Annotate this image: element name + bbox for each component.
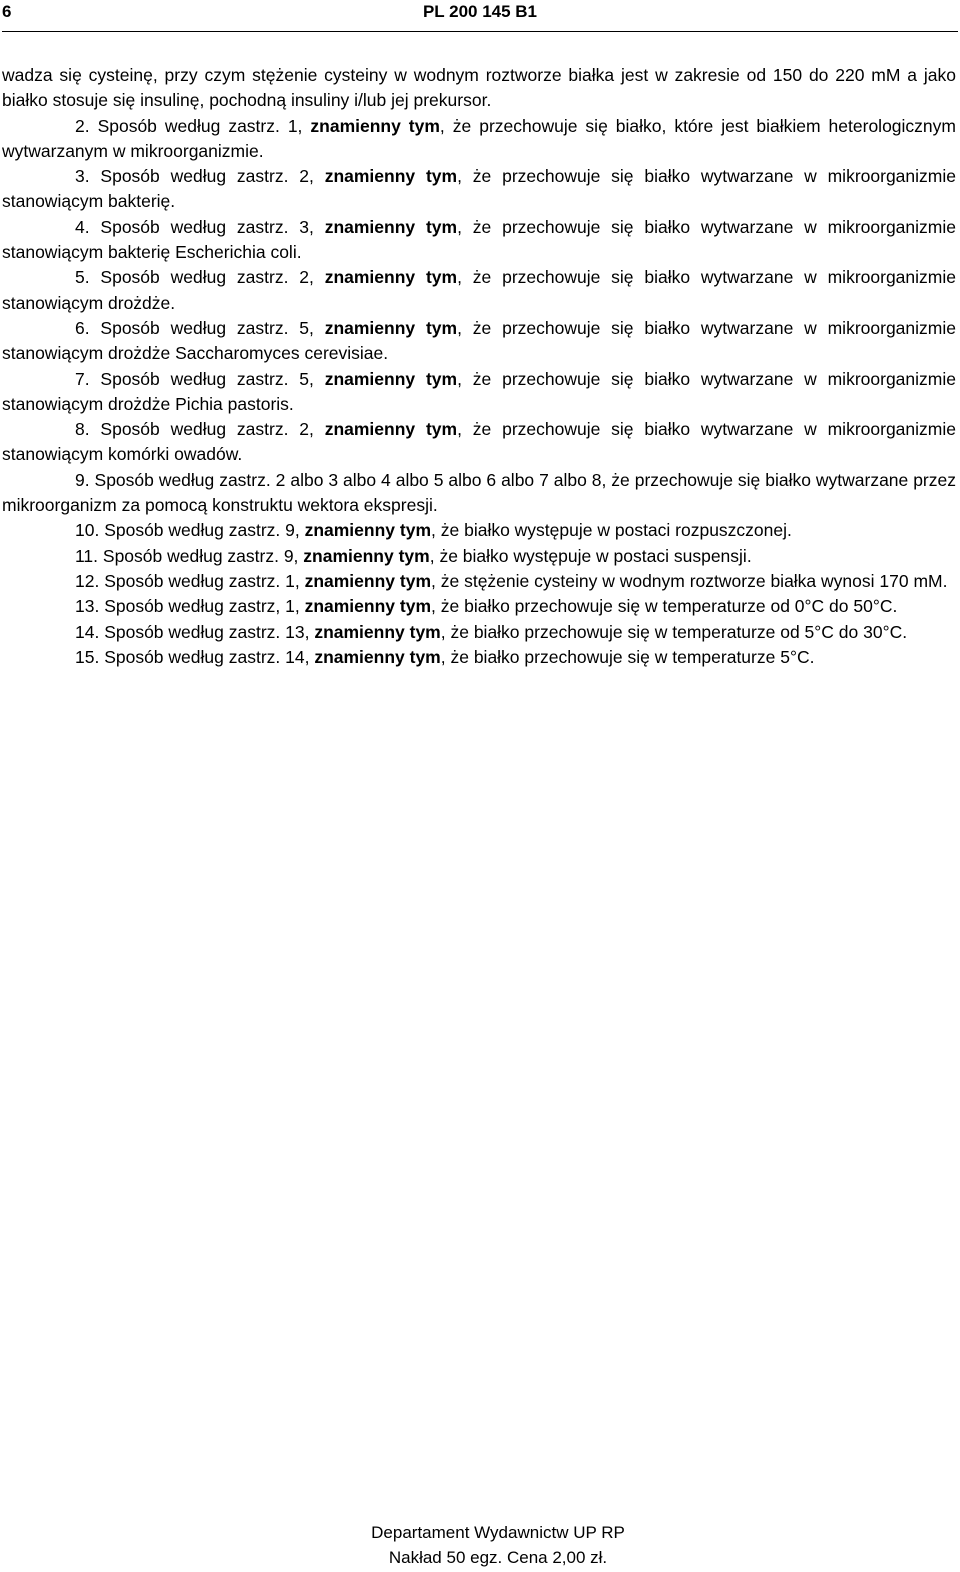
claim-text: , że przechowuje się białko wytwarzane w mikroorganizmie stanowiącym drożdże Saccharomyces cerevisiae. bbox=[2, 317, 956, 364]
claim-text: 4. Sposób według zastrz. 3, bbox=[75, 216, 325, 237]
claim-6 bbox=[2, 316, 956, 367]
claim-12 bbox=[2, 569, 956, 594]
claim-text: , że przechowuje się białko wytwarzane w mikroorganizmie stanowiącym komórki owadów. bbox=[2, 419, 956, 465]
claim-characterizing-label: znamienny tym bbox=[303, 545, 430, 566]
claim-characterizing-label: znamienny tym bbox=[324, 317, 458, 338]
claim-characterizing-label: znamienny tym bbox=[310, 115, 440, 136]
claim-text: , że przechowuje się białko wytwarzane w mikroorganizmie stanowiącym drożdże Pichia pastoris. bbox=[2, 368, 956, 414]
document-id: PL 200 145 B1 bbox=[422, 2, 538, 21]
claim-characterizing-label: znamienny tym bbox=[324, 419, 458, 440]
footer bbox=[0, 1520, 960, 1570]
claim-characterizing-label: znamienny tym bbox=[304, 520, 432, 541]
header-divider bbox=[2, 31, 958, 32]
claim-text: , że stężenie cysteiny w wodnym roztworze białka wynosi 170 mM. bbox=[431, 570, 948, 591]
claim-characterizing-label: znamienny tym bbox=[324, 267, 458, 288]
claim-11 bbox=[2, 544, 956, 569]
claim-text: 2. Sposób według zastrz. 1, bbox=[75, 115, 311, 136]
claim-text: , że białko występuje w postaci suspensji. bbox=[429, 545, 752, 566]
claim-text: , że białko przechowuje się w temperaturze od 5°C do 30°C. bbox=[440, 621, 908, 642]
claim-text: , że białko występuje w postaci rozpuszczonej. bbox=[431, 520, 792, 541]
claim-characterizing-label: znamienny tym bbox=[304, 596, 432, 617]
claim-characterizing-label: znamienny tym bbox=[314, 621, 441, 642]
claims-body bbox=[2, 63, 956, 670]
claim-text: 11. Sposób według zastrz. 9, bbox=[75, 545, 304, 566]
claim-13 bbox=[2, 594, 956, 619]
claim-text: , że białko przechowuje się w temperaturze 5°C. bbox=[440, 646, 815, 667]
claim-characterizing-label: znamienny tym bbox=[314, 646, 441, 667]
footer-circulation: Nakład 50 egz. Cena 2,00 zł. bbox=[388, 1548, 608, 1567]
claim-text: 6. Sposób według zastrz. 5, bbox=[75, 317, 325, 338]
claim-4 bbox=[2, 215, 956, 266]
claim-text: 7. Sposób według zastrz. 5, bbox=[75, 368, 325, 389]
claim-5 bbox=[2, 265, 956, 316]
claim-10 bbox=[2, 518, 956, 543]
claim-text: 13. Sposób według zastrz, 1, bbox=[75, 596, 305, 617]
claim-7 bbox=[2, 367, 956, 418]
claim-text: 8. Sposób według zastrz. 2, bbox=[75, 419, 325, 440]
footer-publisher: Departament Wydawnictw UP RP bbox=[371, 1523, 625, 1542]
page-number: 6 bbox=[2, 2, 12, 21]
claim-text: 14. Sposób według zastrz. 13, bbox=[75, 621, 315, 642]
claim-text: 5. Sposób według zastrz. 2, bbox=[75, 267, 325, 288]
claims-list bbox=[2, 114, 956, 671]
claim-text: , że przechowuje się białko, które jest białkiem heterologicznym wytwarzanym w mikroorganizmie. bbox=[2, 115, 956, 161]
claim-text: , że białko przechowuje się w temperaturze od 0°C do 50°C. bbox=[431, 596, 898, 617]
claim-text: , że przechowuje się białko wytwarzane w mikroorganizmie stanowiącym bakterię. bbox=[2, 166, 956, 212]
claim-text: 15. Sposób według zastrz. 14, bbox=[75, 646, 315, 667]
claim-text: 12. Sposób według zastrz. 1, bbox=[75, 570, 305, 591]
claim-characterizing-label: znamienny tym bbox=[324, 166, 458, 187]
claim-8 bbox=[2, 417, 956, 468]
claim-text: 10. Sposób według zastrz. 9, bbox=[75, 520, 305, 541]
claim-text: , że przechowuje się białko wytwarzane w mikroorganizmie stanowiącym drożdże. bbox=[2, 267, 956, 313]
claim-15 bbox=[2, 645, 956, 670]
claim-3 bbox=[2, 164, 956, 215]
claim-9 bbox=[2, 468, 956, 519]
claim-characterizing-label: znamienny tym bbox=[324, 368, 458, 389]
claim-characterizing-label: znamienny tym bbox=[324, 216, 458, 237]
claim-continuation: wadza się cysteinę, przy czym stężenie cysteiny w wodnym roztworze białka jest w zakresie od 150 do 220 mM a jako białko stosuje się insulinę, pochodną insuliny i/lub jej prekursor. bbox=[2, 65, 956, 111]
claim-text: 3. Sposób według zastrz. 2, bbox=[75, 166, 325, 187]
claim-14 bbox=[2, 620, 956, 645]
claim-text: 9. Sposób według zastrz. 2 albo 3 albo 4 albo 5 albo 6 albo 7 albo 8, że przechowuje się białko wytwarzane przez mikroorganizm za pomocą konstruktu wektora ekspresji. bbox=[2, 469, 956, 516]
claim-text: , że przechowuje się białko wytwarzane w mikroorganizmie stanowiącym bakterię Escherichia coli. bbox=[2, 216, 956, 263]
claim-2 bbox=[2, 114, 956, 165]
claim-characterizing-label: znamienny tym bbox=[304, 570, 432, 591]
